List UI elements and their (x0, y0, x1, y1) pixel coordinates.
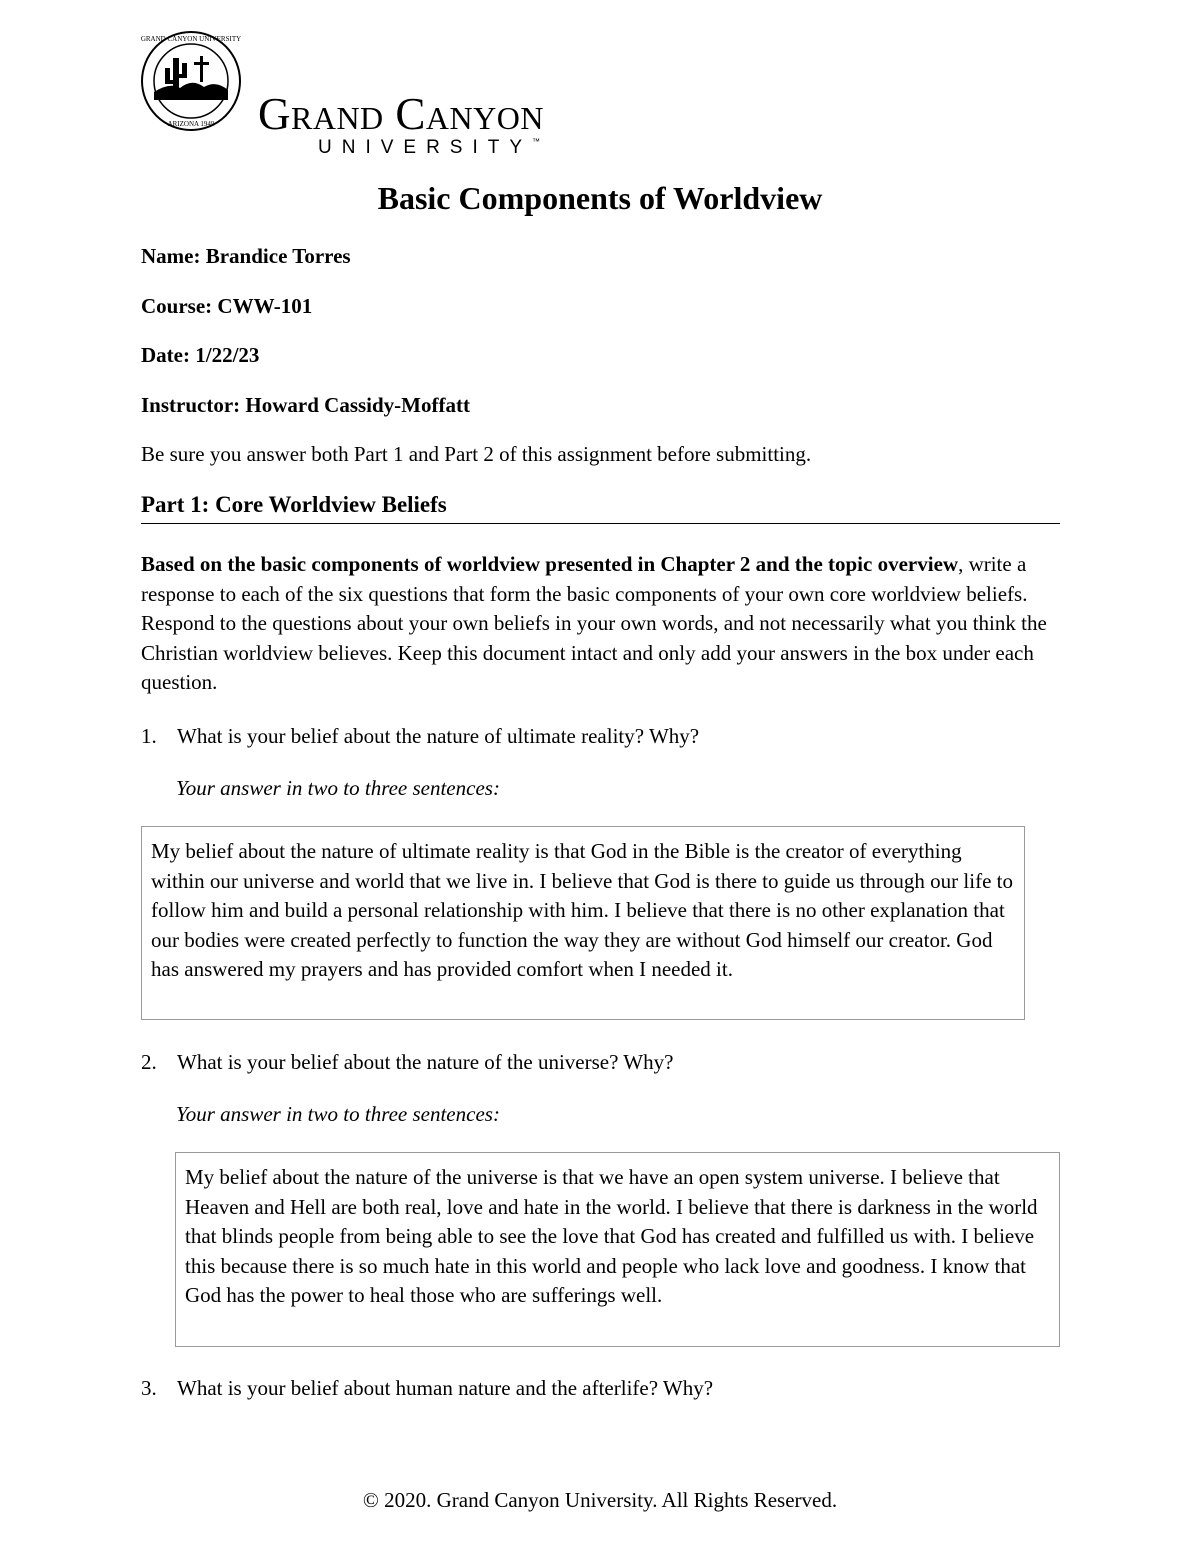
answer-prompt-2: Your answer in two to three sentences: (176, 1102, 500, 1126)
name-line: Name: Brandice Torres (141, 244, 351, 268)
part1-instructions: Based on the basic components of worldview presented in Chapter 2 and the topic overview, write a response to each of the six questions that form the basic components of your own core worldview beliefs. Respond to the questions about your own beliefs in your own words, and not necessarily what you think the Christian worldview believes. Keep this document intact and only add your answers in the box under each question. (141, 552, 1047, 694)
university-seal-icon (140, 30, 242, 132)
question-2: 2. What is your belief about the nature of the universe? Why? (141, 1050, 674, 1074)
logo-subwordmark: UNIVERSITY™ (318, 137, 541, 158)
part1-heading: Part 1: Core Worldview Beliefs (141, 490, 1060, 524)
instructor-line: Instructor: Howard Cassidy-Moffatt (141, 393, 470, 417)
gcu-logo (140, 30, 620, 158)
document-title: Basic Components of Worldview (377, 180, 823, 216)
answer-prompt-1: Your answer in two to three sentences: (176, 776, 500, 800)
answer-text-2: My belief about the nature of the universe is that we have an open system universe. I believe that Heaven and Hell are both real, love and hate in the world. I believe that there is darkness in the world that blinds people from being able to see the love that God has created and fulfilled us with. I believe this because there is so much hate in this world and people who lack love and goodness. I know that God has the power to heal those who are sufferings well. (185, 1165, 1038, 1307)
question-1: 1. What is your belief about the nature of ultimate reality? Why? (141, 724, 700, 748)
svg-text:ARIZONA 1949: ARIZONA 1949 (167, 120, 215, 128)
logo-wordmark: Grand Canyon (258, 89, 544, 139)
answer-box-1[interactable] (141, 826, 1025, 1020)
course-line: Course: CWW-101 (141, 294, 313, 318)
question-3: 3. What is your belief about human nature and the afterlife? Why? (141, 1376, 714, 1400)
answer-box-2[interactable] (175, 1152, 1060, 1347)
copyright-footer: © 2020. Grand Canyon University. All Rights Reserved. (362, 1488, 838, 1512)
date-line: Date: 1/22/23 (141, 343, 260, 367)
intro-note: Be sure you answer both Part 1 and Part 2 of this assignment before submitting. (141, 442, 812, 466)
svg-text:GRAND CANYON UNIVERSITY: GRAND CANYON UNIVERSITY (140, 35, 242, 43)
answer-text-1: My belief about the nature of ultimate reality is that God in the Bible is the creator of everything within our universe and world that we live in. I believe that God is there to guide us through our life to follow him and build a personal relationship with him. I believe that there is no other explanation that our bodies were created perfectly to function the way they are without God himself our creator. God has answered my prayers and has provided comfort when I needed it. (151, 839, 1013, 981)
